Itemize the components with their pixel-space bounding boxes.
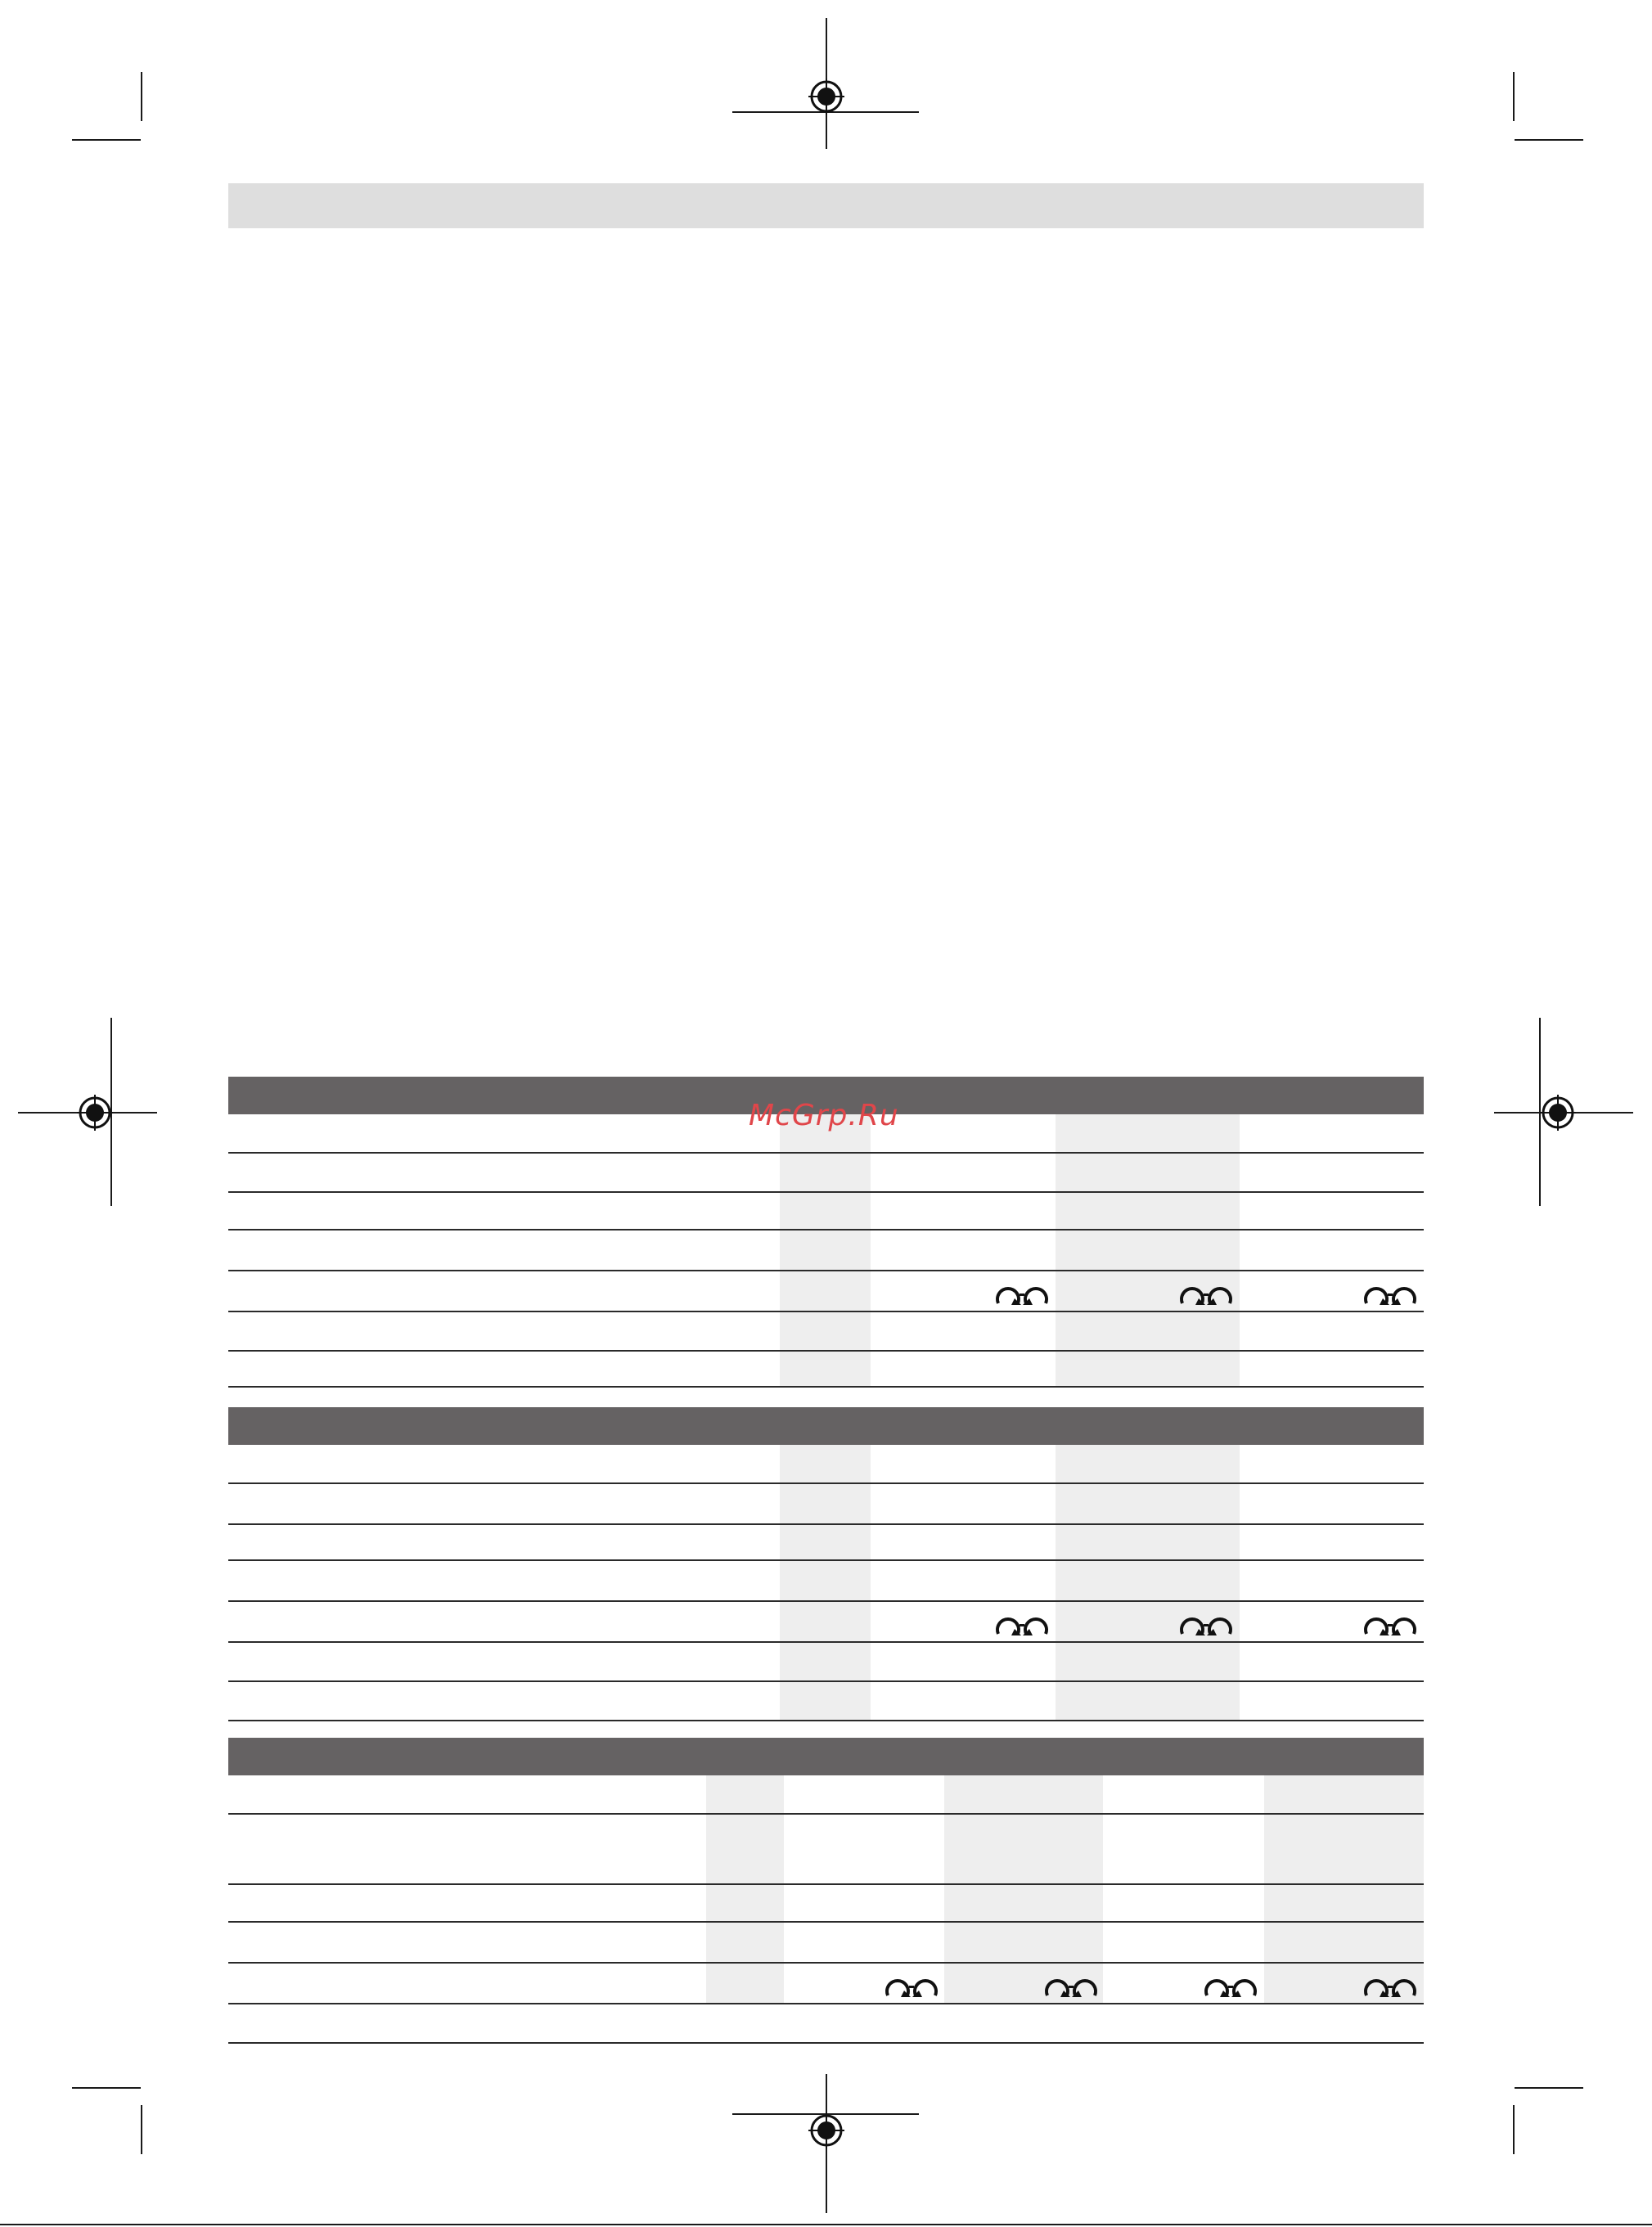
registration-mark-icon <box>77 1095 113 1131</box>
row-divider <box>228 1883 1424 1885</box>
rotation-direction-icon <box>1202 1971 1259 1999</box>
table-3 <box>228 1738 1424 2044</box>
row-divider <box>228 1680 1424 1682</box>
shaded-column <box>1056 1114 1240 1386</box>
shaded-column <box>1264 1775 1424 2004</box>
table-header-bar <box>228 1738 1424 1775</box>
rotation-direction-icon <box>1362 1279 1419 1307</box>
rotation-direction-icon <box>1362 1609 1419 1637</box>
row-divider <box>228 1813 1424 1815</box>
row-divider <box>228 1386 1424 1388</box>
shaded-column <box>780 1114 871 1386</box>
row-divider <box>228 2003 1424 2004</box>
row-divider <box>228 1523 1424 1525</box>
page-header-band <box>228 183 1424 228</box>
rotation-direction-icon <box>1177 1609 1235 1637</box>
registration-mark-icon <box>808 2112 844 2148</box>
shaded-column <box>706 1775 784 2004</box>
shaded-column <box>780 1445 871 1720</box>
row-divider <box>228 1191 1424 1193</box>
rotation-direction-icon <box>993 1279 1051 1307</box>
rotation-direction-icon <box>1362 1971 1419 1999</box>
watermark: McGrp.Ru <box>749 1099 899 1132</box>
row-divider <box>228 1641 1424 1643</box>
rotation-direction-icon <box>1042 1971 1100 1999</box>
shaded-column <box>944 1775 1103 2004</box>
row-divider <box>228 1921 1424 1923</box>
shaded-column <box>1056 1445 1240 1720</box>
table-header-bar <box>228 1407 1424 1445</box>
row-divider <box>228 1962 1424 1964</box>
row-divider <box>228 2042 1424 2044</box>
table-2 <box>228 1407 1424 1721</box>
rotation-direction-icon <box>993 1609 1051 1637</box>
rotation-direction-icon <box>883 1971 940 1999</box>
row-divider <box>228 1720 1424 1721</box>
row-divider <box>228 1482 1424 1484</box>
row-divider <box>228 1229 1424 1230</box>
row-divider <box>228 1311 1424 1312</box>
rotation-direction-icon <box>1177 1279 1235 1307</box>
row-divider <box>228 1152 1424 1154</box>
row-divider <box>228 1600 1424 1602</box>
row-divider <box>228 1270 1424 1271</box>
registration-mark-icon <box>1540 1095 1576 1131</box>
registration-mark-icon <box>808 79 844 115</box>
row-divider <box>228 1559 1424 1561</box>
row-divider <box>228 1350 1424 1352</box>
